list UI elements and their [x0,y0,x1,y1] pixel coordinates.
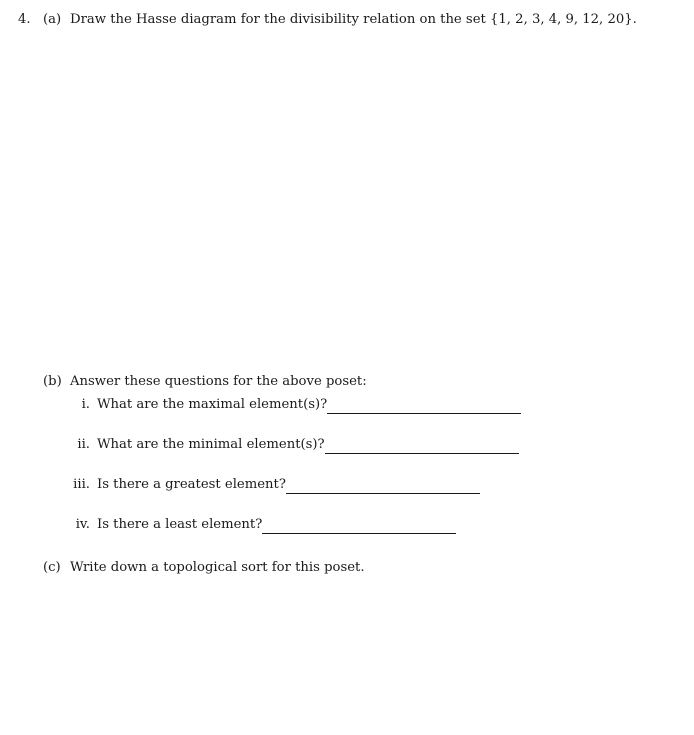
part-c-prompt: Write down a topological sort for this poset. [70,560,365,575]
item-number: i. [81,397,90,412]
part-a-label: (a) [43,12,62,27]
part-b-item-greatest [60,476,480,494]
answer-blank-greatest[interactable] [286,478,480,494]
part-b-label: (b) [43,374,62,389]
item-question: Is there a least element? [97,517,263,532]
item-question: Is there a greatest element? [97,477,286,492]
item-question: What are the maximal element(s)? [97,397,328,412]
hasse-diagram-answer-area[interactable] [18,40,658,360]
item-number: iii. [73,477,90,492]
item-number: ii. [77,437,90,452]
part-a-prompt [70,11,637,29]
part-a-set: {1, 2, 3, 4, 9, 12, 20} [490,12,633,27]
answer-blank-maximal[interactable] [327,398,521,414]
answer-blank-minimal[interactable] [325,438,519,454]
part-b-prompt: Answer these questions for the above poset: [70,374,367,389]
question-number: 4. [18,12,31,27]
item-number: iv. [75,517,90,532]
part-a-text: Draw the Hasse diagram for the divisibility relation on the set [70,12,486,27]
part-b-item-maximal [60,396,521,414]
item-question: What are the minimal element(s)? [97,437,325,452]
part-b-item-minimal [60,436,519,454]
part-c-label: (c) [43,560,61,575]
answer-blank-least[interactable] [262,518,456,534]
part-a-period: . [632,12,637,27]
part-b-item-least [60,516,456,534]
topological-sort-answer-area[interactable] [18,585,658,725]
